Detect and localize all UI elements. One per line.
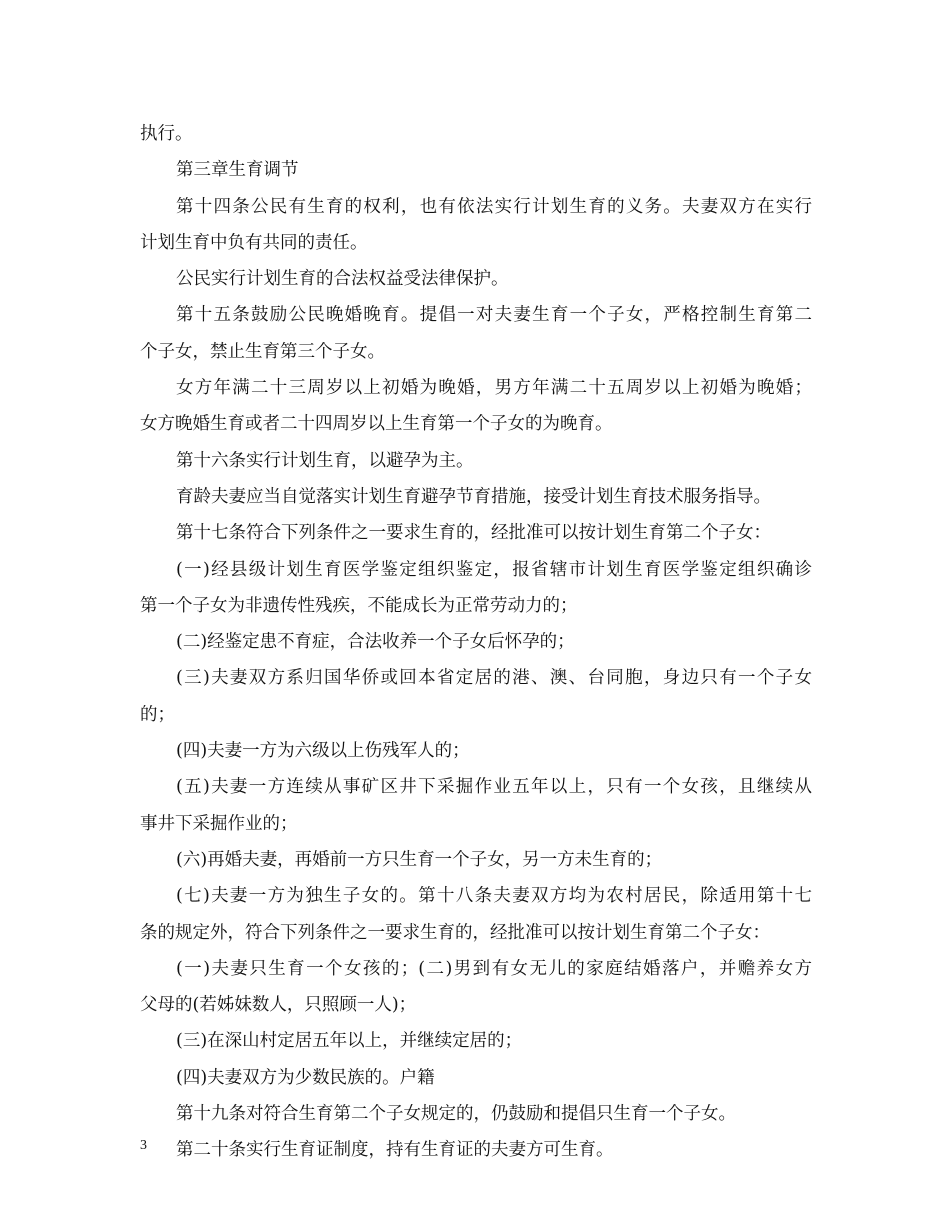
text-line: 公民实行计划生育的合法权益受法律保护。 bbox=[176, 269, 509, 290]
text-line: 育龄夫妻应当自觉落实计划生育避孕节育措施，接受计划生育技术服务指导。 bbox=[176, 486, 771, 507]
text-line: (四)夫妻双方为少数民族的。户籍 bbox=[176, 1067, 435, 1088]
chapter-heading: 第三章生育调节 bbox=[176, 160, 299, 181]
text-line: 第二十条实行生育证制度，持有生育证的夫妻方可生育。 bbox=[176, 1140, 614, 1161]
text-line: 个子女，禁止生育第三个子女。 bbox=[140, 341, 385, 362]
text-line: 第十九条对符合生育第二个子女规定的，仍鼓励和提倡只生育一个子女。 bbox=[176, 1104, 736, 1125]
text-line: (三)在深山村定居五年以上，并继续定居的； bbox=[176, 1031, 523, 1052]
text-line: 女方晚婚生育或者二十四周岁以上生育第一个子女的为晚育。 bbox=[140, 414, 613, 435]
text-line: 执行。 bbox=[140, 124, 193, 144]
text-line: (四)夫妻一方为六级以上伤残军人的； bbox=[176, 741, 470, 762]
text-line: 条的规定外，符合下列条件之一要求生育的，经批准可以按计划生育第二个子女： bbox=[140, 922, 770, 943]
text-line: (三)夫妻双方系归国华侨或回本省定居的港、澳、台同胞，身边只有一个子女 bbox=[176, 668, 812, 689]
text-line: (一)夫妻只生育一个女孩的；(二)男到有女无儿的家庭结婚落户，并赡养女方 bbox=[176, 958, 812, 979]
text-line: (二)经鉴定患不育症，合法收养一个子女后怀孕的； bbox=[176, 632, 575, 653]
text-line: (一)经县级计划生育医学鉴定组织鉴定，报省辖市计划生育医学鉴定组织确诊 bbox=[176, 559, 812, 580]
text-line: 的； bbox=[140, 704, 175, 725]
document-body bbox=[140, 116, 812, 1169]
text-line: 第十六条实行计划生育，以避孕为主。 bbox=[176, 450, 474, 471]
text-line: 父母的(若姊妹数人，只照顾一人)； bbox=[140, 995, 417, 1016]
text-line: 计划生育中负有共同的责任。 bbox=[140, 232, 368, 253]
text-line: 第十四条公民有生育的权利，也有依法实行计划生育的义务。夫妻双方在实行 bbox=[176, 196, 812, 217]
text-line: 事井下采掘作业的； bbox=[140, 813, 298, 834]
text-line: 第一个子女为非遗传性残疾，不能成长为正常劳动力的； bbox=[140, 595, 578, 616]
text-line: (六)再婚夫妻，再婚前一方只生育一个子女，另一方未生育的； bbox=[176, 849, 663, 870]
page-number: 3 bbox=[140, 1138, 147, 1153]
text-line: 女方年满二十三周岁以上初婚为晚婚，男方年满二十五周岁以上初婚为晚婚； bbox=[176, 378, 812, 399]
text-line: 第十五条鼓励公民晚婚晚育。提倡一对夫妻生育一个子女，严格控制生育第二 bbox=[176, 305, 812, 326]
text-line: (五)夫妻一方连续从事矿区井下采掘作业五年以上，只有一个女孩，且继续从 bbox=[176, 777, 812, 798]
text-line: (七)夫妻一方为独生子女的。第十八条夫妻双方均为农村居民，除适用第十七 bbox=[176, 886, 812, 907]
text-line: 第十七条符合下列条件之一要求生育的，经批准可以按计划生育第二个子女： bbox=[176, 523, 771, 544]
